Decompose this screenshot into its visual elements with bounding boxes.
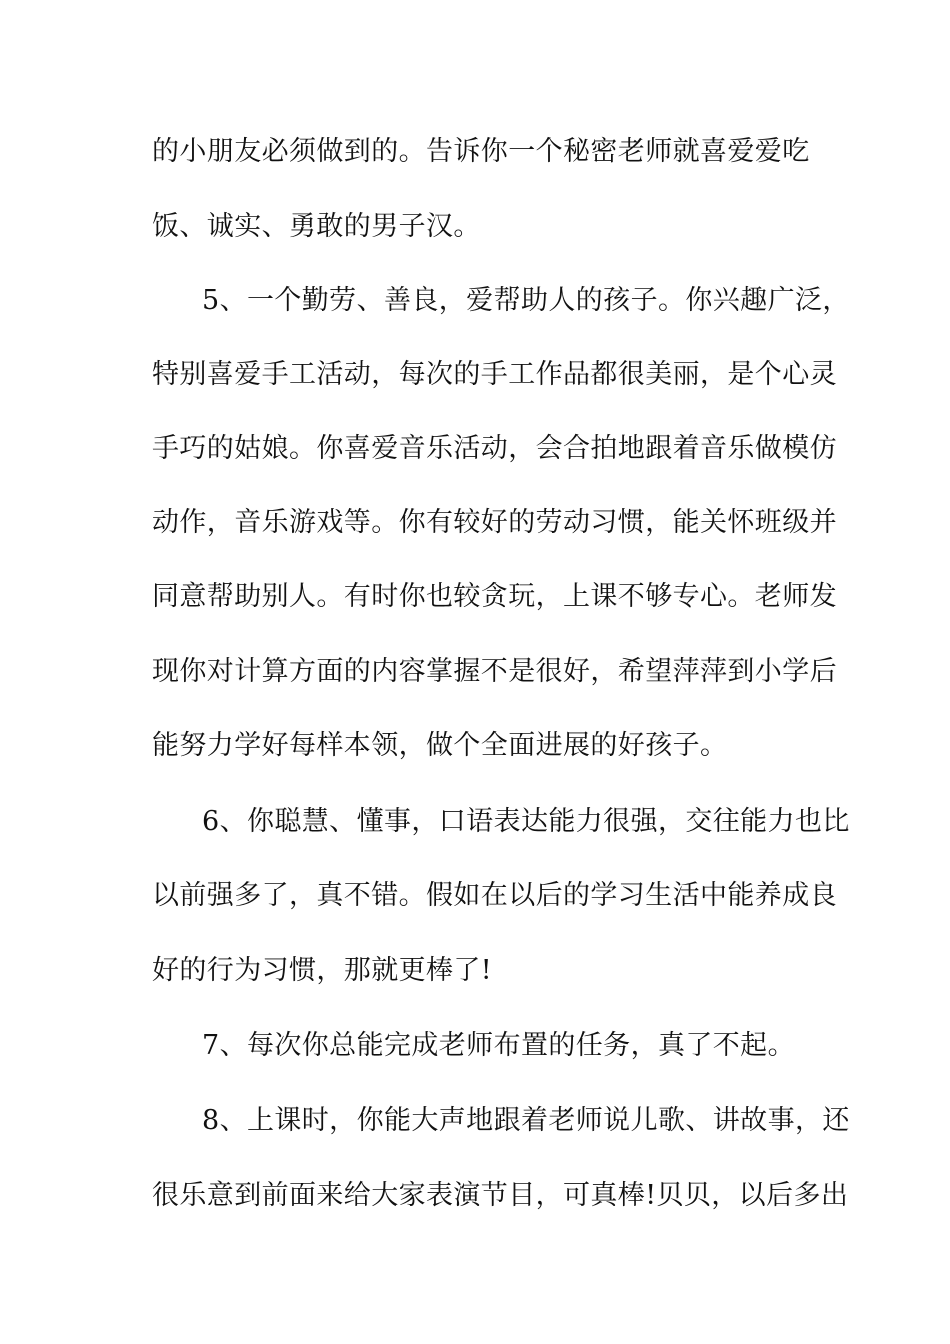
text-line: 好的行为习惯，那就更棒了!	[152, 955, 493, 986]
text-line: 以前强多了，真不错。假如在以后的学习生活中能养成良	[152, 880, 837, 911]
text-line: 特别喜爱手工活动，每次的手工作品都很美丽，是个心灵	[152, 359, 837, 390]
text-line: 现你对计算方面的内容掌握不是很好，希望萍萍到小学后	[152, 656, 837, 687]
text-line: 手巧的姑娘。你喜爱音乐活动，会合拍地跟着音乐做模仿	[152, 433, 837, 464]
paragraph-5-start: 5、一个勤劳、善良，爱帮助人的孩子。你兴趣广泛，	[202, 285, 850, 316]
paragraph-7: 7、每次你总能完成老师布置的任务，真了不起。	[202, 1030, 795, 1061]
paragraph-6-start: 6、你聪慧、懂事，口语表达能力很强，交往能力也比	[202, 806, 850, 837]
paragraph-8-start: 8、上课时，你能大声地跟着老师说儿歌、讲故事，还	[202, 1105, 850, 1136]
text-line: 很乐意到前面来给大家表演节目，可真棒!贝贝，以后多出	[152, 1180, 849, 1211]
text-line: 的小朋友必须做到的。告诉你一个秘密老师就喜爱爱吃	[152, 136, 810, 167]
text-line: 动作，音乐游戏等。你有较好的劳动习惯，能关怀班级并	[152, 507, 837, 538]
text-line: 能努力学好每样本领，做个全面进展的好孩子。	[152, 730, 728, 761]
text-line: 同意帮助别人。有时你也较贪玩，上课不够专心。老师发	[152, 581, 837, 612]
text-line: 饭、诚实、勇敢的男子汉。	[152, 211, 481, 242]
